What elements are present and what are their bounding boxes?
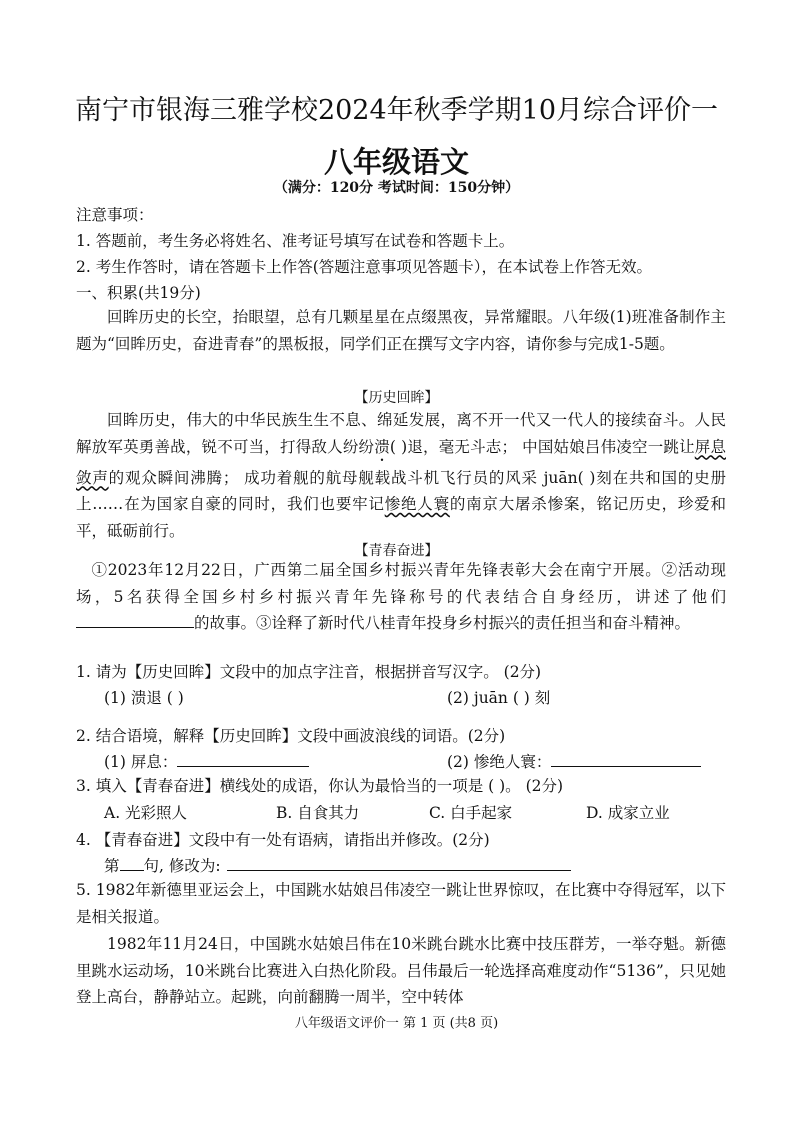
question-1-stem: 1. 请为【历史回眸】文段中的加点字注音，根据拼音写汉字。 (2分): [76, 663, 542, 681]
answer-blank-2[interactable]: [551, 766, 701, 767]
youth-blank[interactable]: [76, 627, 194, 628]
q2-label-1: (1) 屏息：: [104, 753, 178, 771]
question-4-answer: [104, 856, 571, 876]
history-text-3: 的观众瞬间沸腾； 成功着舰的航母舰载战斗机飞行员的风采 juān( )刻在共和国的史册上……在为国家自豪的同时，我们也要牢记: [76, 468, 726, 513]
question-3-option-d: D. 成家立业: [586, 804, 670, 822]
dotted-char: 溃: [374, 437, 390, 456]
answer-blank-1[interactable]: [177, 766, 309, 767]
section-intro: 回眸历史的长空，抬眼望，总有几颗星星在点缀黑夜，异常耀眼。八年级(1)班准备制作主题为“回眸历史，奋进青春”的黑板报，同学们正在撰写文字内容，请你参与完成1-5题。: [76, 308, 726, 353]
wavy-word-2: 惨绝人寰: [384, 495, 450, 513]
question-5-report: 1982年11月24日，中国跳水姑娘吕伟在10米跳台跳水比赛中技压群芳，一举夺魁。新德里跳水运动场，10米跳台比赛进入白热化阶段。吕伟最后一轮选择高难度动作“5136”，只见她登上高台，静静站立。起跳，向前翻腾一周半，空中转体: [76, 935, 726, 1006]
score-info: （满分：120分 考试时间：150分钟）: [273, 180, 520, 196]
question-3-stem: 3. 填入【青春奋进】横线处的成语，你认为最恰当的一项是 ( )。 (2分): [76, 777, 564, 795]
notice-item-2: 2. 考生作答时，请在答题卡上作答(答题注意事项见答题卡），在本试卷上作答无效。: [76, 258, 653, 276]
question-5-stem: 5. 1982年新德里亚运会上，中国跳水姑娘吕伟凌空一跳让世界惊叹，在比赛中夺得冠军，以下是相关报道。: [76, 881, 726, 926]
exam-subject: 八年级语文: [323, 145, 469, 179]
history-text-2: ( )退，毫无斗志； 中国姑娘吕伟凌空一跳让: [389, 437, 695, 456]
sentence-number-blank[interactable]: [120, 870, 144, 871]
youth-text-2: 的故事。③诠释了新时代八桂青年投身乡村振兴的责任担当和奋斗精神。: [194, 614, 691, 632]
history-paragraph: [76, 407, 726, 544]
question-3-option-c: C. 白手起家: [429, 804, 513, 822]
youth-heading: 【青春奋进】: [354, 543, 439, 559]
revision-blank[interactable]: [227, 870, 571, 871]
question-4-stem: 4. 【青春奋进】文段中有一处有语病，请指出并修改。(2分): [76, 831, 490, 849]
question-3-option-a: A. 光彩照人: [104, 804, 188, 822]
question-3-option-b: B. 自食其力: [276, 804, 360, 822]
history-text-1: 回眸历史，伟大的中华民族生生不息、绵延发展，离不开一代又一代人的接续奋斗。人民解放军英勇善战，锐不可当，打得敌人纷纷: [76, 411, 726, 456]
question-2-option-1: [104, 752, 309, 772]
q4-prefix: 第: [104, 857, 120, 875]
question-2-stem: 2. 结合语境，解释【历史回眸】文段中画波浪线的词语。(2分): [76, 727, 506, 745]
history-text-4: 的南京大屠杀惨案，铭记历史，珍爱和平，砥砺前行。: [76, 495, 726, 540]
page-footer: 八年级语文评价一 第 1 页 (共8 页): [294, 1016, 499, 1031]
q4-mid: 句, 修改为:: [143, 857, 221, 875]
youth-text-1: ①2023年12月22日，广西第二届全国乡村振兴青年先锋表彰大会在南宁开展。②活动现场，5名获得全国乡村乡村振兴青年先锋称号的代表结合自身经历，讲述了他们: [76, 561, 726, 606]
q2-label-2: (2) 惨绝人寰：: [447, 753, 552, 771]
question-1-option-2: (2) juān ( ) 刻: [447, 689, 551, 707]
section-heading: 一、积累(共19分): [76, 284, 201, 302]
question-1-option-1: (1) 溃退 ( ): [104, 689, 184, 707]
exam-title: 南宁市银海三雅学校2024年秋季学期10月综合评价一: [74, 95, 719, 126]
wavy-word-1: 屏息敛声: [76, 437, 726, 487]
notice-item-1: 1. 答题前，考生务必将姓名、准考证号填写在试卷和答题卡上。: [76, 232, 515, 250]
youth-paragraph: [76, 557, 726, 637]
notice-heading: 注意事项：: [76, 206, 154, 224]
history-heading: 【历史回眸】: [354, 390, 439, 406]
question-2-option-2: [447, 752, 701, 772]
